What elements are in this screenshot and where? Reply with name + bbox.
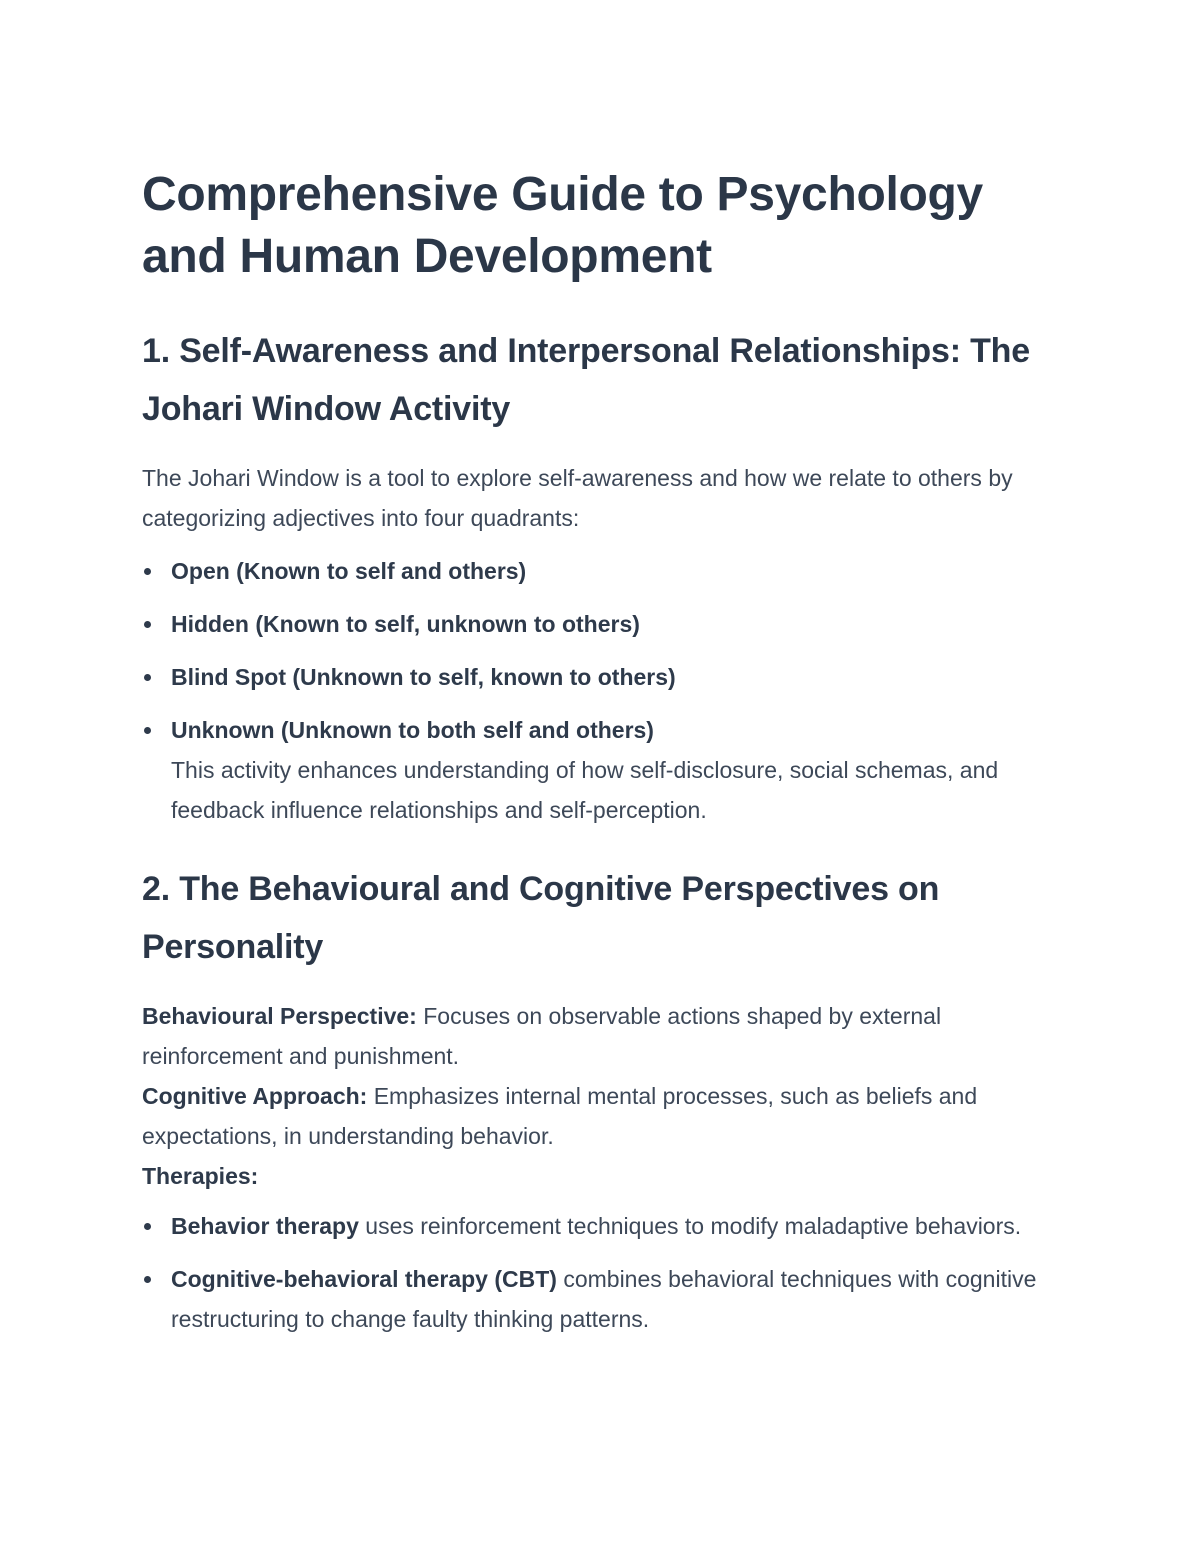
- list-item: [142, 710, 1062, 830]
- quadrant-list: [142, 551, 1062, 830]
- therapies-paragraph: [142, 1156, 1062, 1196]
- therapy-name: Behavior therapy: [171, 1213, 359, 1239]
- therapy-text: uses reinforcement techniques to modify maladaptive behaviors.: [358, 1213, 1022, 1239]
- list-item: [142, 1259, 1062, 1339]
- bullet-icon: [144, 1276, 151, 1283]
- bullet-icon: [144, 621, 151, 628]
- therapies-label: Therapies:: [142, 1163, 259, 1189]
- list-item: [142, 551, 1062, 591]
- section-heading: 2. The Behavioural and Cognitive Perspectives on Personality: [142, 870, 940, 966]
- cognitive-paragraph: [142, 1076, 1062, 1156]
- list-item: [142, 1206, 1062, 1246]
- bullet-icon: [144, 727, 151, 734]
- quadrant-unknown: Unknown (Unknown to both self and others): [171, 717, 654, 743]
- quadrant-blind-spot: Blind Spot (Unknown to self, known to others): [171, 664, 676, 690]
- bullet-icon: [144, 1223, 151, 1230]
- bullet-icon: [144, 674, 151, 681]
- cognitive-label: Cognitive Approach:: [142, 1083, 368, 1109]
- section-johari-window: [142, 322, 1062, 830]
- section-personality-perspectives: [142, 860, 1062, 1339]
- therapy-text: combines behavioral techniques with cognitive restructuring to change faulty thinking patterns.: [171, 1266, 1037, 1332]
- bullet-icon: [144, 568, 151, 575]
- section-conclusion: This activity enhances understanding of how self-disclosure, social schemas, and feedback influence relationships and self-perception.: [171, 757, 999, 823]
- list-item: [142, 604, 1062, 644]
- section-intro: The Johari Window is a tool to explore self-awareness and how we relate to others by categorizing adjectives into four quadrants:: [142, 465, 1013, 531]
- therapy-name: Cognitive-behavioral therapy (CBT): [171, 1266, 557, 1292]
- therapy-list: [142, 1206, 1062, 1339]
- document-page: [142, 164, 1062, 1352]
- section-heading: 1. Self-Awareness and Interpersonal Relationships: The Johari Window Activity: [142, 332, 1030, 428]
- behavioural-paragraph: [142, 996, 1062, 1076]
- quadrant-open: Open (Known to self and others): [171, 558, 527, 584]
- cognitive-text: Emphasizes internal mental processes, such as beliefs and expectations, in understanding behavior.: [142, 1083, 978, 1149]
- document-title: Comprehensive Guide to Psychology and Human Development: [142, 168, 983, 283]
- behavioural-label: Behavioural Perspective:: [142, 1003, 417, 1029]
- list-item: [142, 657, 1062, 697]
- quadrant-hidden: Hidden (Known to self, unknown to others): [171, 611, 640, 637]
- behavioural-text: Focuses on observable actions shaped by external reinforcement and punishment.: [142, 1003, 942, 1069]
